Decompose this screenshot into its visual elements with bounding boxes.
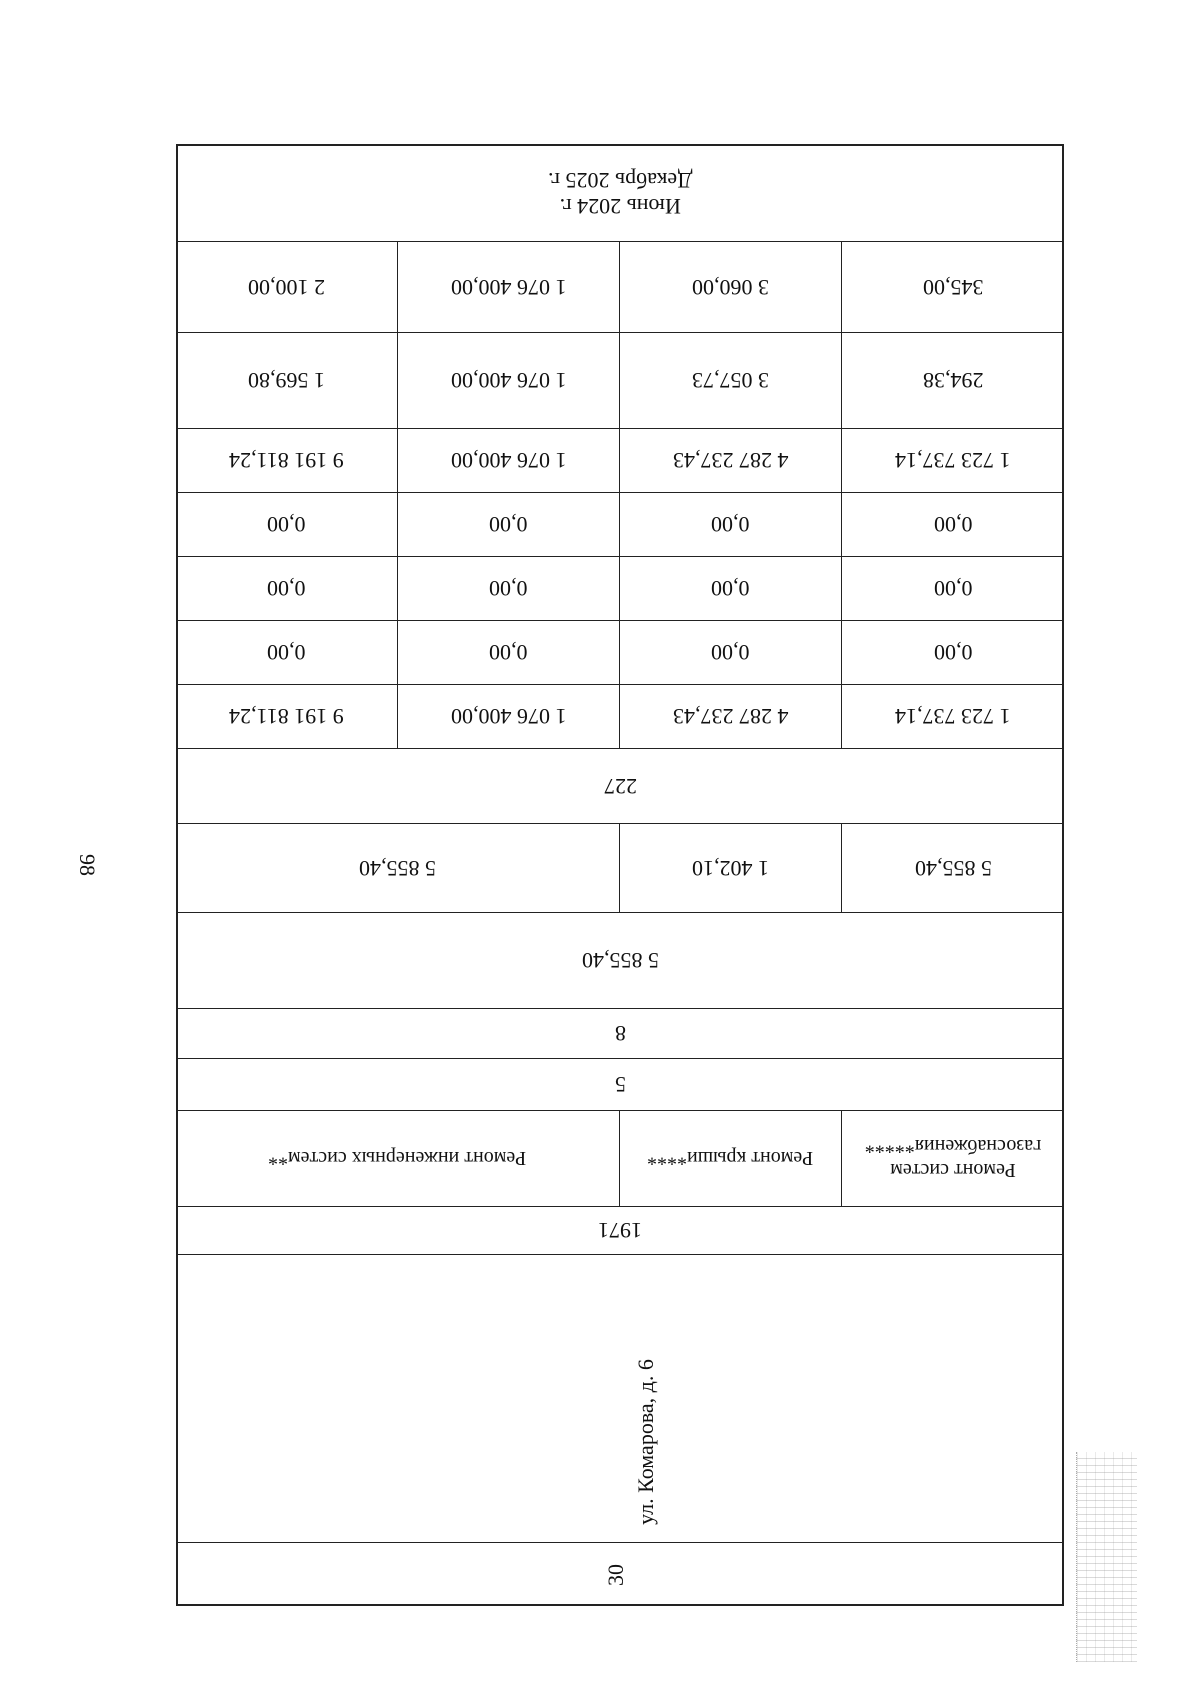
cell-value: 1 076 400,00 (450, 448, 567, 473)
table-cell (842, 332, 1064, 428)
table-cell (620, 684, 841, 748)
period-text (548, 167, 692, 219)
table-cell (620, 556, 841, 620)
table-cell (398, 332, 619, 428)
floors-value: 8 (614, 1021, 626, 1046)
cell-value: 4 287 237,43 (672, 448, 789, 473)
table-cell (842, 556, 1064, 620)
table-cell (176, 241, 397, 332)
total-area-cell (176, 912, 1064, 1008)
scan-stamp-mark (1076, 1452, 1137, 1662)
table-cell (842, 684, 1064, 748)
cell-value: 0,00 (933, 576, 973, 601)
count-value: 227 (603, 773, 637, 799)
table-cell (842, 241, 1064, 332)
cell-value: 2 100,00 (248, 274, 325, 300)
table-cell (176, 556, 397, 620)
cell-value: 0,00 (933, 512, 973, 537)
cell-value: 0,00 (489, 576, 528, 601)
cell-value: 294,38 (922, 368, 984, 393)
cell-value: 0,00 (711, 512, 750, 537)
cell-value: 9 191 811,24 (229, 448, 344, 473)
cell-value: 3 060,00 (692, 274, 769, 300)
period-cell (176, 144, 1064, 241)
table-cell (620, 428, 841, 492)
cell-value: 0,00 (267, 576, 306, 601)
address-cell (176, 1254, 1064, 1542)
page-number: 98 (75, 854, 100, 876)
table-cell (842, 620, 1064, 684)
entrances-value: 5 (614, 1072, 626, 1097)
period-end: Декабрь 2025 г. (547, 167, 693, 193)
cell-value: 9 191 811,24 (229, 704, 344, 729)
table-cell (620, 620, 841, 684)
cell-value: 1 402,10 (692, 855, 769, 881)
table-cell (620, 332, 841, 428)
cell-value: 0,00 (711, 640, 750, 665)
entrances-cell (176, 1058, 1064, 1110)
cell-value: 3 057,73 (692, 368, 769, 393)
work-type-cell (620, 1110, 841, 1206)
cell-value: 0,00 (489, 640, 528, 665)
table-cell (842, 823, 1064, 912)
table-cell (620, 492, 841, 556)
table-cell (842, 492, 1064, 556)
year-value: 1971 (598, 1218, 642, 1243)
cell-value: 1 076 400,00 (450, 274, 567, 300)
year-cell (176, 1206, 1064, 1254)
table-cell (176, 428, 397, 492)
table-cell (176, 620, 397, 684)
table-cell (398, 620, 619, 684)
table-cell (176, 684, 397, 748)
cell-value: 5 855,40 (914, 855, 992, 881)
table-cell (398, 492, 619, 556)
table-cell (620, 823, 841, 912)
work-type-cell (842, 1110, 1064, 1206)
address-text: ул. Комарова, д. 6 (633, 1359, 658, 1525)
table-cell (398, 241, 619, 332)
cell-value: 5 855,40 (359, 855, 436, 881)
row-number: 30 (603, 1564, 628, 1586)
table-cell (176, 823, 619, 912)
cell-value: 0,00 (489, 512, 528, 537)
cell-value: 0,00 (933, 640, 973, 665)
table-cell (398, 684, 619, 748)
cell-value: 4 287 237,43 (672, 704, 789, 729)
cell-value: 1 723 737,14 (895, 704, 1011, 729)
table-cell (842, 428, 1064, 492)
cell-value: 1 723 737,14 (895, 448, 1011, 473)
cell-value: 0,00 (267, 640, 306, 665)
table-cell (398, 428, 619, 492)
period-start: Июнь 2024 г. (559, 193, 681, 219)
cell-value: 0,00 (711, 576, 750, 601)
cell-value: 1 076 400,00 (450, 368, 567, 393)
work-type-text: Ремонт систем газоснабжения***** (864, 1135, 1042, 1181)
cell-value: 1 076 400,00 (450, 704, 567, 729)
table-cell (620, 241, 841, 332)
total-area-value: 5 855,40 (581, 948, 659, 973)
table-cell (176, 332, 397, 428)
work-type-cell (176, 1110, 619, 1206)
count-cell (176, 748, 1064, 823)
cell-value: 345,00 (922, 274, 984, 300)
work-type-text: Ремонт крыши**** (647, 1147, 814, 1169)
cell-value: 1 569,80 (248, 368, 325, 393)
floors-cell (176, 1008, 1064, 1058)
cell-value: 0,00 (267, 512, 306, 537)
table-cell (398, 556, 619, 620)
work-type-text: Ремонт инженерных систем** (268, 1147, 527, 1169)
table-cell (176, 492, 397, 556)
